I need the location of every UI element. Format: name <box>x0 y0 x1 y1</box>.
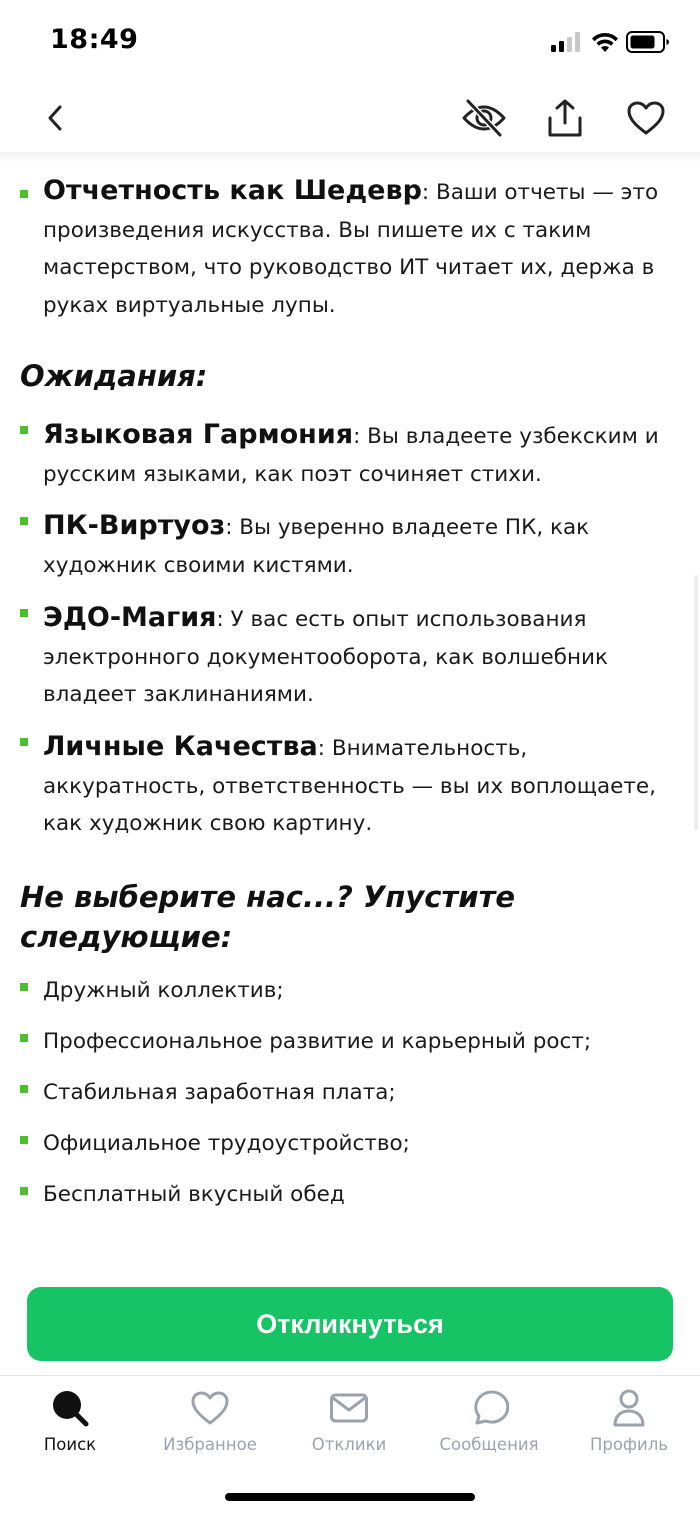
list-item-description: : Внимательность, аккуратность, ответственность — вы их воплощаете, как художник свою картину. <box>43 736 656 836</box>
back-button[interactable] <box>36 98 76 138</box>
tab-responses[interactable] <box>299 1386 399 1466</box>
expectations-heading: Ожидания: <box>20 359 208 393</box>
bullet-marker <box>20 1034 28 1042</box>
heart-icon <box>626 100 666 136</box>
list-item-text: Стабильная заработная плата; <box>43 1080 396 1105</box>
list-item-term: ЭДО-Магия <box>43 602 217 633</box>
status-bar <box>0 0 700 84</box>
list-item-term: Языковая Гармония <box>43 419 354 450</box>
list-item-text <box>43 507 673 584</box>
tab-label: Профиль <box>589 1435 669 1454</box>
tab-label: Избранное <box>163 1435 257 1454</box>
list-item-text: Профессиональное развитие и карьерный рост; <box>43 1029 592 1054</box>
list-item-text <box>43 599 673 714</box>
chat-bubble-icon <box>467 1386 511 1430</box>
list-item-term: Личные Качества <box>43 731 318 762</box>
hide-vacancy-button[interactable] <box>460 94 508 142</box>
share-icon <box>546 98 584 138</box>
list-item-description: : Вы владеете узбекским и русским языками, как поэт сочиняет стихи. <box>43 424 659 487</box>
search-icon <box>48 1386 92 1430</box>
nav-divider <box>0 152 700 162</box>
bullet-marker <box>20 738 28 746</box>
heart-icon <box>188 1386 232 1430</box>
benefits-heading: Не выберите нас...? Упустите следующие: <box>20 880 516 954</box>
tab-search[interactable] <box>22 1386 118 1466</box>
list-item-term: ПК-Виртуоз <box>43 510 226 541</box>
favorite-button[interactable] <box>622 94 670 142</box>
envelope-icon <box>327 1386 371 1430</box>
share-button[interactable] <box>542 94 588 142</box>
tab-profile[interactable] <box>580 1386 678 1466</box>
bullet-marker <box>20 983 28 991</box>
tab-label: Сообщения <box>439 1435 539 1454</box>
list-item-text: Официальное трудоустройство; <box>43 1131 410 1156</box>
cellular-signal-icon <box>551 32 583 52</box>
bullet-marker <box>20 190 28 198</box>
eye-off-icon <box>461 98 507 138</box>
list-item-term: Отчетность как Шедевр <box>43 175 422 206</box>
scrollbar[interactable] <box>694 575 698 830</box>
list-item-description: : Вы уверенно владеете ПК, как художник своими кистями. <box>43 515 590 578</box>
bullet-marker <box>20 1085 28 1093</box>
vacancy-description <box>0 162 700 1272</box>
list-item-text: Дружный коллектив; <box>43 978 284 1003</box>
tab-label: Отклики <box>311 1435 387 1454</box>
bullet-marker <box>20 1187 28 1195</box>
tab-label: Поиск <box>43 1435 97 1454</box>
list-item-text: Бесплатный вкусный обед <box>43 1182 345 1207</box>
list-item-text <box>43 728 673 843</box>
wifi-icon <box>590 30 620 54</box>
list-item-text <box>43 172 673 324</box>
tab-messages[interactable] <box>430 1386 548 1466</box>
bullet-marker <box>20 517 28 525</box>
chevron-left-icon <box>45 103 67 133</box>
list-item-text <box>43 416 673 493</box>
bullet-marker <box>20 1136 28 1144</box>
home-indicator[interactable] <box>225 1493 475 1501</box>
battery-icon <box>626 30 670 54</box>
status-time: 18:49 <box>50 24 139 55</box>
bullet-marker <box>20 609 28 617</box>
list-item-description: : У вас есть опыт использования электронного документооборота, как волшебник владеет заклинаниями. <box>43 607 609 707</box>
respond-button-label: Откликнуться <box>256 1308 444 1339</box>
bullet-marker <box>20 426 28 434</box>
tab-favorites[interactable] <box>150 1386 270 1466</box>
respond-button[interactable] <box>27 1287 673 1361</box>
list-item-description: : Ваши отчеты — это произведения искусства. Вы пишете их с таким мастерством, что руководство ИТ читает их, держа в руках виртуальные лупы. <box>43 180 659 318</box>
nav-bar <box>0 84 700 154</box>
person-icon <box>607 1386 651 1430</box>
